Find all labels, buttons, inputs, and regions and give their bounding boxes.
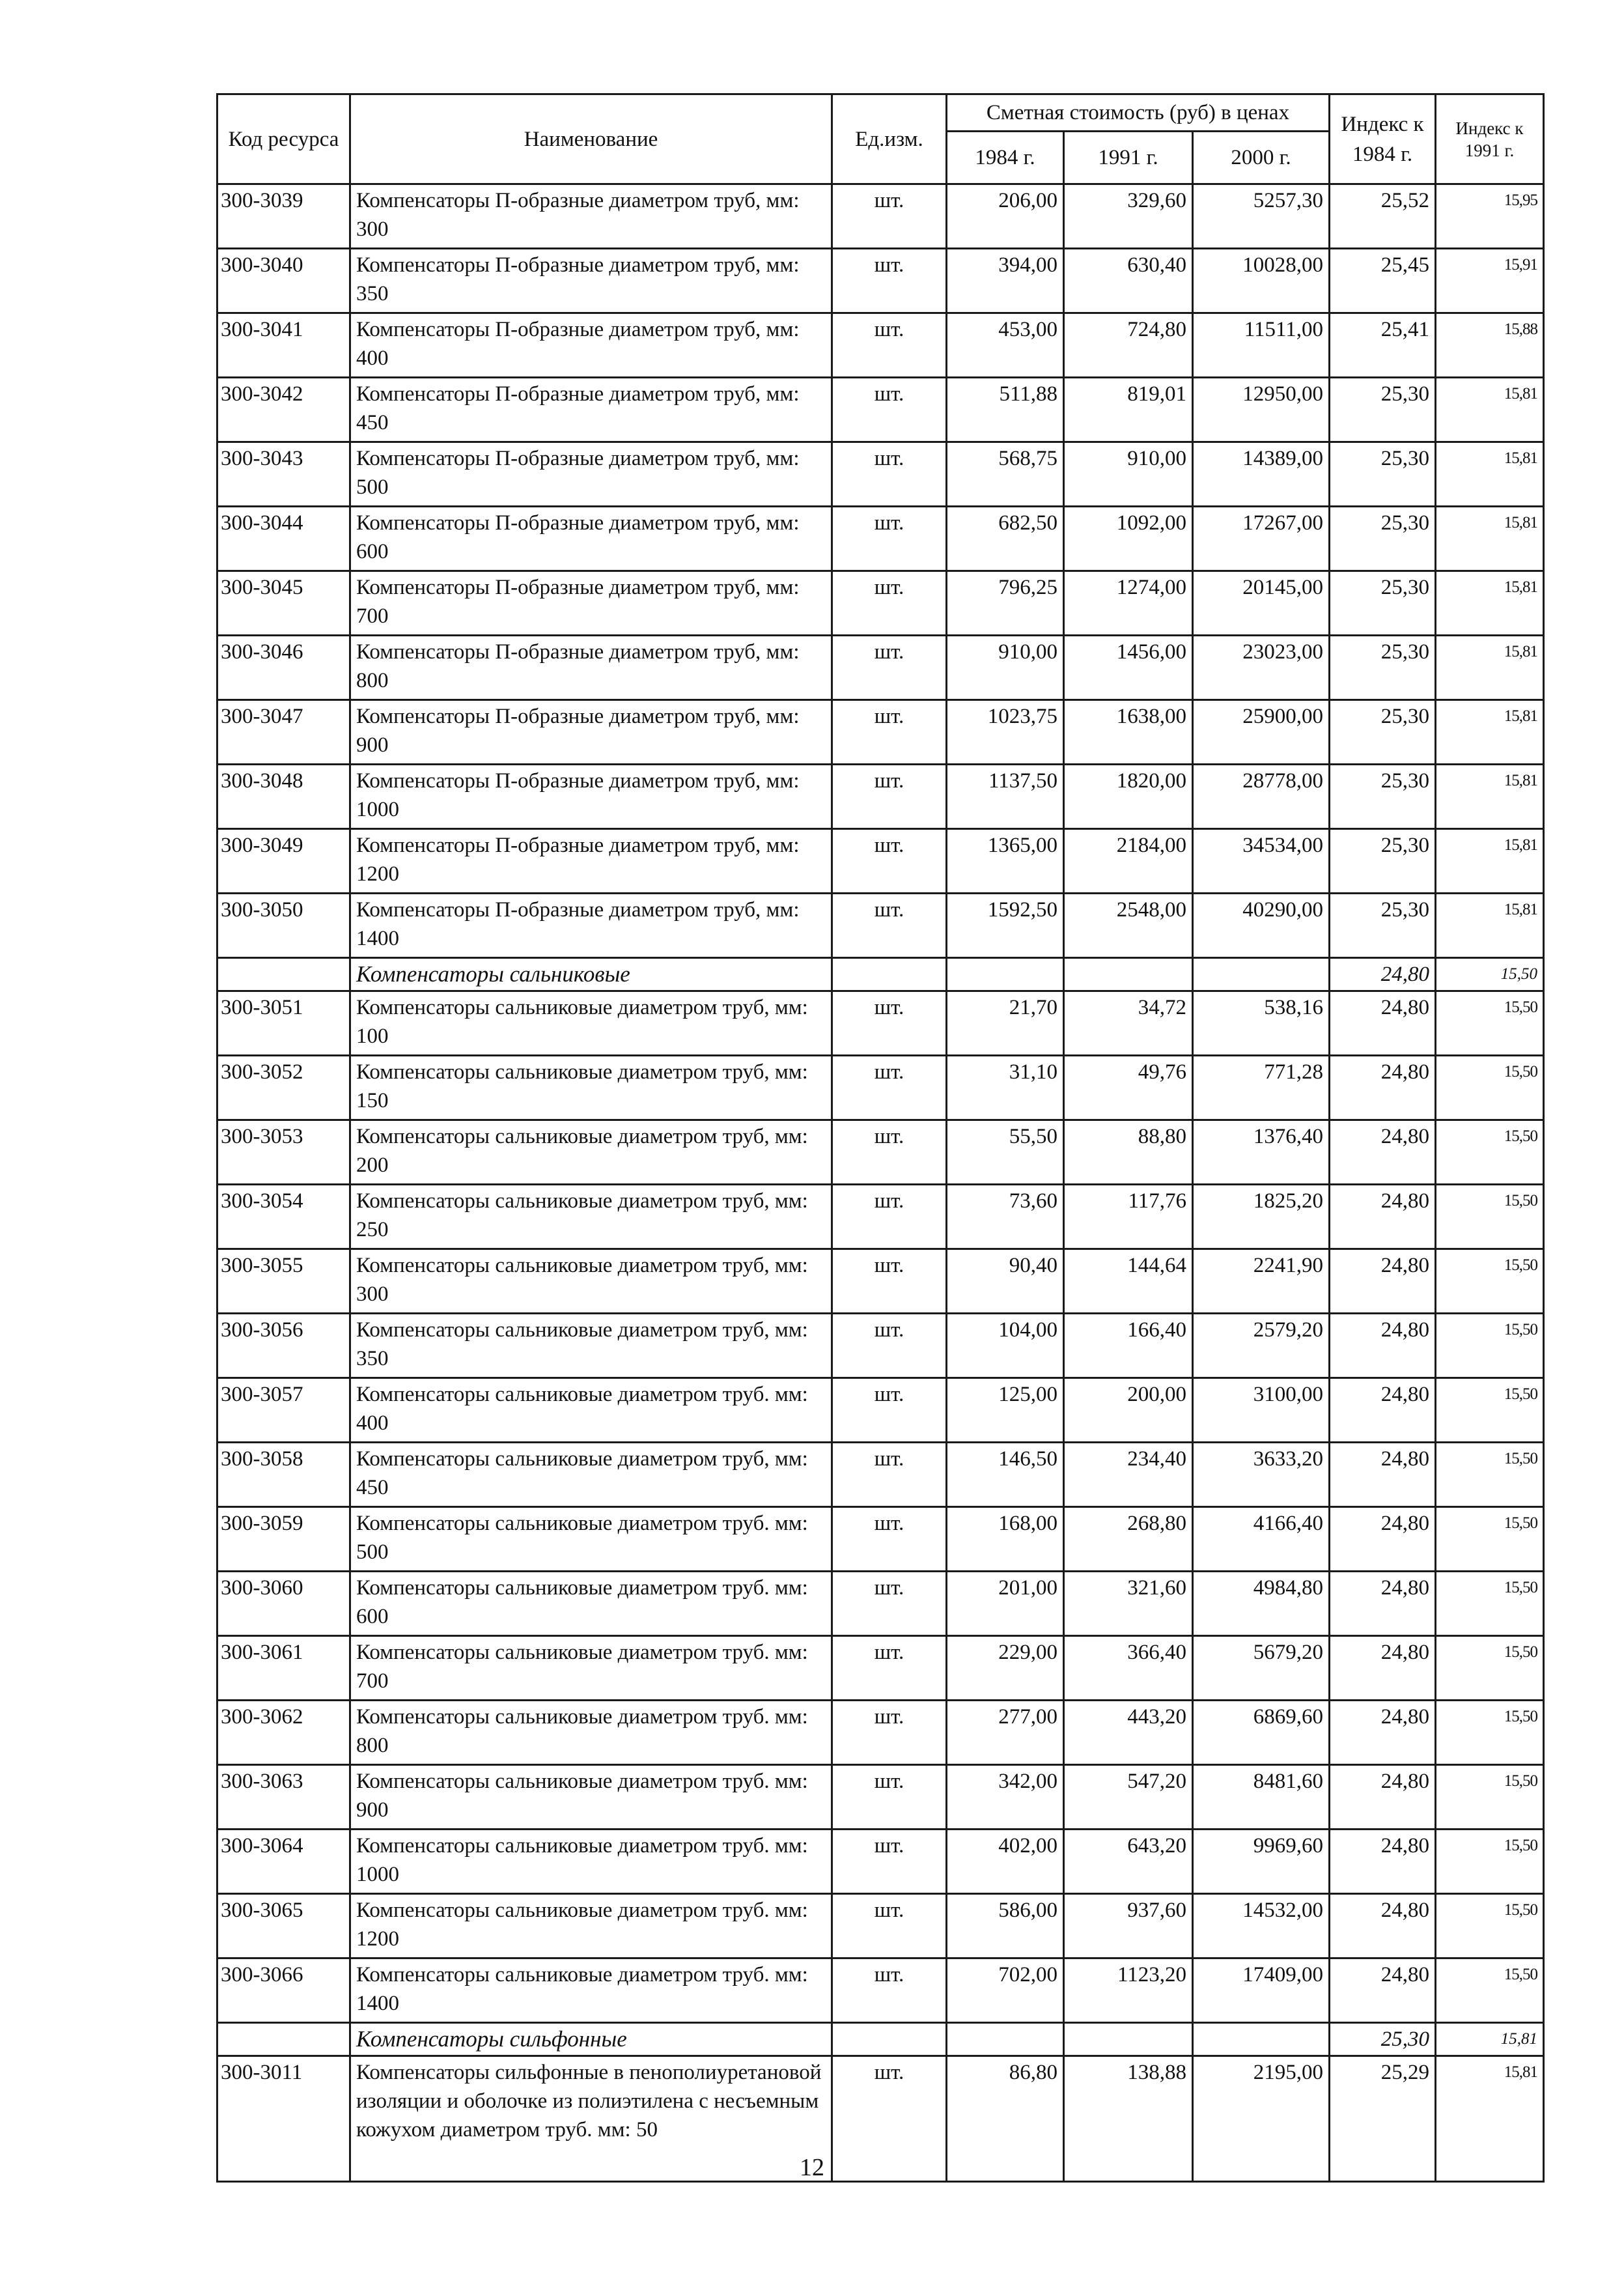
resource-code: 300-3049 bbox=[217, 829, 350, 894]
cost-1991: 1274,00 bbox=[1064, 571, 1193, 636]
cost-1984: 206,00 bbox=[947, 184, 1064, 249]
resource-unit: шт. bbox=[832, 1185, 947, 1249]
index-1984: 24,80 bbox=[1330, 1249, 1436, 1314]
cost-1984: 168,00 bbox=[947, 1507, 1064, 1572]
cost-2000: 25900,00 bbox=[1193, 700, 1330, 765]
resource-code: 300-3057 bbox=[217, 1378, 350, 1443]
index-1991: 15,81 bbox=[1436, 700, 1544, 765]
section-title: Компенсаторы сильфонные bbox=[350, 2023, 832, 2056]
cost-2000: 1825,20 bbox=[1193, 1185, 1330, 1249]
resource-unit: шт. bbox=[832, 700, 947, 765]
resource-code: 300-3064 bbox=[217, 1830, 350, 1894]
cost-1991: 166,40 bbox=[1064, 1314, 1193, 1378]
header-name: Наименование bbox=[350, 94, 832, 184]
resource-name: Компенсаторы П-образные диаметром труб, мм: 500 bbox=[350, 442, 832, 507]
index-1984: 24,80 bbox=[1330, 1056, 1436, 1120]
cost-1991: 2548,00 bbox=[1064, 894, 1193, 958]
resource-price-table bbox=[216, 93, 1545, 2183]
resource-unit: шт. bbox=[832, 442, 947, 507]
index-1984: 24,80 bbox=[1330, 1701, 1436, 1765]
index-1984: 25,30 bbox=[1330, 571, 1436, 636]
table-row bbox=[217, 765, 1544, 829]
resource-unit: шт. bbox=[832, 313, 947, 378]
table-row bbox=[217, 507, 1544, 571]
table-row bbox=[217, 1572, 1544, 1636]
resource-code: 300-3048 bbox=[217, 765, 350, 829]
resource-name: Компенсаторы П-образные диаметром труб, мм: 600 bbox=[350, 507, 832, 571]
index-1984: 25,30 bbox=[1330, 636, 1436, 700]
cost-1984: 104,00 bbox=[947, 1314, 1064, 1378]
resource-unit: шт. bbox=[832, 1572, 947, 1636]
resource-unit: шт. bbox=[832, 765, 947, 829]
cost-2000: 17409,00 bbox=[1193, 1958, 1330, 2023]
cost-1991: 321,60 bbox=[1064, 1572, 1193, 1636]
cost-1984: 1592,50 bbox=[947, 894, 1064, 958]
index-1984: 24,80 bbox=[1330, 1120, 1436, 1185]
cost-1984: 910,00 bbox=[947, 636, 1064, 700]
header-code: Код ресурса bbox=[217, 94, 350, 184]
resource-unit: шт. bbox=[832, 636, 947, 700]
index-1991: 15,81 bbox=[1436, 894, 1544, 958]
cost-2000: 5257,30 bbox=[1193, 184, 1330, 249]
cost-2000: 1376,40 bbox=[1193, 1120, 1330, 1185]
resource-unit: шт. bbox=[832, 571, 947, 636]
cost-2000: 2241,90 bbox=[1193, 1249, 1330, 1314]
index-1984: 25,29 bbox=[1330, 2056, 1436, 2182]
resource-code: 300-3062 bbox=[217, 1701, 350, 1765]
resource-code: 300-3044 bbox=[217, 507, 350, 571]
resource-unit: шт. bbox=[832, 991, 947, 1056]
cost-2000: 12950,00 bbox=[1193, 378, 1330, 442]
table-row bbox=[217, 1443, 1544, 1507]
cost-2000: 40290,00 bbox=[1193, 894, 1330, 958]
resource-unit: шт. bbox=[832, 507, 947, 571]
cost-2000: 14389,00 bbox=[1193, 442, 1330, 507]
cost-1984: 1365,00 bbox=[947, 829, 1064, 894]
resource-unit: шт. bbox=[832, 1830, 947, 1894]
cost-2000: 4166,40 bbox=[1193, 1507, 1330, 1572]
resource-name: Компенсаторы сальниковые диаметром труб. мм: 400 bbox=[350, 1378, 832, 1443]
section-cost-1984-cell bbox=[947, 958, 1064, 991]
resource-name: Компенсаторы П-образные диаметром труб, мм: 1400 bbox=[350, 894, 832, 958]
cost-1991: 1820,00 bbox=[1064, 765, 1193, 829]
cost-2000: 11511,00 bbox=[1193, 313, 1330, 378]
resource-unit: шт. bbox=[832, 2056, 947, 2182]
cost-1991: 34,72 bbox=[1064, 991, 1193, 1056]
cost-2000: 20145,00 bbox=[1193, 571, 1330, 636]
cost-2000: 771,28 bbox=[1193, 1056, 1330, 1120]
resource-unit: шт. bbox=[832, 894, 947, 958]
cost-1984: 125,00 bbox=[947, 1378, 1064, 1443]
table-row bbox=[217, 313, 1544, 378]
resource-name: Компенсаторы сальниковые диаметром труб, мм: 250 bbox=[350, 1185, 832, 1249]
cost-1991: 329,60 bbox=[1064, 184, 1193, 249]
section-cost-2000-cell bbox=[1193, 958, 1330, 991]
cost-2000: 28778,00 bbox=[1193, 765, 1330, 829]
cost-1984: 277,00 bbox=[947, 1701, 1064, 1765]
index-1991: 15,50 bbox=[1436, 1249, 1544, 1314]
cost-2000: 34534,00 bbox=[1193, 829, 1330, 894]
index-1984: 25,45 bbox=[1330, 249, 1436, 313]
table-body bbox=[217, 184, 1544, 2182]
cost-1984: 55,50 bbox=[947, 1120, 1064, 1185]
resource-name: Компенсаторы П-образные диаметром труб, мм: 700 bbox=[350, 571, 832, 636]
cost-1991: 234,40 bbox=[1064, 1443, 1193, 1507]
index-1991: 15,81 bbox=[1436, 829, 1544, 894]
index-1991: 15,50 bbox=[1436, 1056, 1544, 1120]
cost-1991: 138,88 bbox=[1064, 2056, 1193, 2182]
index-1991: 15,81 bbox=[1436, 765, 1544, 829]
header-year-1984: 1984 г. bbox=[947, 132, 1064, 184]
index-1991: 15,50 bbox=[1436, 1443, 1544, 1507]
resource-unit: шт. bbox=[832, 184, 947, 249]
resource-unit: шт. bbox=[832, 1314, 947, 1378]
resource-code: 300-3046 bbox=[217, 636, 350, 700]
cost-1991: 2184,00 bbox=[1064, 829, 1193, 894]
resource-code: 300-3058 bbox=[217, 1443, 350, 1507]
resource-unit: шт. bbox=[832, 378, 947, 442]
index-1991: 15,50 bbox=[1436, 1636, 1544, 1701]
cost-1991: 200,00 bbox=[1064, 1378, 1193, 1443]
resource-unit: шт. bbox=[832, 1636, 947, 1701]
cost-1991: 910,00 bbox=[1064, 442, 1193, 507]
index-1984: 24,80 bbox=[1330, 1572, 1436, 1636]
cost-1991: 724,80 bbox=[1064, 313, 1193, 378]
section-unit-cell bbox=[832, 958, 947, 991]
section-cost-1991-cell bbox=[1064, 2023, 1193, 2056]
index-1984: 25,52 bbox=[1330, 184, 1436, 249]
cost-1984: 31,10 bbox=[947, 1056, 1064, 1120]
cost-1984: 229,00 bbox=[947, 1636, 1064, 1701]
cost-1991: 1092,00 bbox=[1064, 507, 1193, 571]
resource-unit: шт. bbox=[832, 1120, 947, 1185]
index-1991: 15,50 bbox=[1436, 1120, 1544, 1185]
cost-1984: 586,00 bbox=[947, 1894, 1064, 1958]
section-index-1984: 25,30 bbox=[1330, 2023, 1436, 2056]
index-1991: 15,91 bbox=[1436, 249, 1544, 313]
cost-1991: 49,76 bbox=[1064, 1056, 1193, 1120]
resource-unit: шт. bbox=[832, 1894, 947, 1958]
resource-code: 300-3061 bbox=[217, 1636, 350, 1701]
table-row bbox=[217, 378, 1544, 442]
resource-code: 300-3052 bbox=[217, 1056, 350, 1120]
index-1991: 15,81 bbox=[1436, 507, 1544, 571]
index-1984: 24,80 bbox=[1330, 1636, 1436, 1701]
cost-1991: 144,64 bbox=[1064, 1249, 1193, 1314]
cost-1991: 643,20 bbox=[1064, 1830, 1193, 1894]
index-1991: 15,50 bbox=[1436, 1830, 1544, 1894]
table-row bbox=[217, 1314, 1544, 1378]
index-1984: 25,30 bbox=[1330, 894, 1436, 958]
index-1991: 15,50 bbox=[1436, 991, 1544, 1056]
section-code-cell bbox=[217, 2023, 350, 2056]
resource-name: Компенсаторы П-образные диаметром труб, мм: 1000 bbox=[350, 765, 832, 829]
resource-name: Компенсаторы П-образные диаметром труб, мм: 1200 bbox=[350, 829, 832, 894]
header-unit: Ед.изм. bbox=[832, 94, 947, 184]
index-1991: 15,50 bbox=[1436, 1701, 1544, 1765]
cost-1984: 1023,75 bbox=[947, 700, 1064, 765]
index-1991: 15,50 bbox=[1436, 1958, 1544, 2023]
cost-1991: 1638,00 bbox=[1064, 700, 1193, 765]
index-1991: 15,81 bbox=[1436, 571, 1544, 636]
table-row bbox=[217, 1185, 1544, 1249]
index-1984: 24,80 bbox=[1330, 1958, 1436, 2023]
resource-name: Компенсаторы П-образные диаметром труб, мм: 350 bbox=[350, 249, 832, 313]
resource-name: Компенсаторы сальниковые диаметром труб, мм: 150 bbox=[350, 1056, 832, 1120]
index-1991: 15,88 bbox=[1436, 313, 1544, 378]
cost-1984: 702,00 bbox=[947, 1958, 1064, 2023]
cost-1984: 201,00 bbox=[947, 1572, 1064, 1636]
cost-1991: 443,20 bbox=[1064, 1701, 1193, 1765]
index-1984: 24,80 bbox=[1330, 991, 1436, 1056]
header-year-2000: 2000 г. bbox=[1193, 132, 1330, 184]
cost-1991: 366,40 bbox=[1064, 1636, 1193, 1701]
index-1984: 24,80 bbox=[1330, 1894, 1436, 1958]
table-row bbox=[217, 1120, 1544, 1185]
resource-code: 300-3045 bbox=[217, 571, 350, 636]
cost-2000: 6869,60 bbox=[1193, 1701, 1330, 1765]
cost-2000: 538,16 bbox=[1193, 991, 1330, 1056]
resource-code: 300-3053 bbox=[217, 1120, 350, 1185]
cost-1984: 90,40 bbox=[947, 1249, 1064, 1314]
cost-1991: 819,01 bbox=[1064, 378, 1193, 442]
cost-2000: 17267,00 bbox=[1193, 507, 1330, 571]
cost-2000: 14532,00 bbox=[1193, 1894, 1330, 1958]
resource-name: Компенсаторы сильфонные в пенополиуретановой изоляции и оболочке из полиэтилена с несъемным кожухом диаметром труб. мм: 50 bbox=[350, 2056, 832, 2182]
cost-1991: 1456,00 bbox=[1064, 636, 1193, 700]
table-row bbox=[217, 1636, 1544, 1701]
resource-name: Компенсаторы сальниковые диаметром труб. мм: 700 bbox=[350, 1636, 832, 1701]
resource-code: 300-3040 bbox=[217, 249, 350, 313]
cost-1991: 1123,20 bbox=[1064, 1958, 1193, 2023]
index-1984: 24,80 bbox=[1330, 1314, 1436, 1378]
table-row bbox=[217, 894, 1544, 958]
index-1984: 25,30 bbox=[1330, 378, 1436, 442]
resource-name: Компенсаторы П-образные диаметром труб, мм: 300 bbox=[350, 184, 832, 249]
resource-code: 300-3041 bbox=[217, 313, 350, 378]
cost-2000: 4984,80 bbox=[1193, 1572, 1330, 1636]
cost-1991: 547,20 bbox=[1064, 1765, 1193, 1830]
table-row bbox=[217, 700, 1544, 765]
table-row bbox=[217, 829, 1544, 894]
header-year-1991: 1991 г. bbox=[1064, 132, 1193, 184]
resource-unit: шт. bbox=[832, 1249, 947, 1314]
cost-2000: 2195,00 bbox=[1193, 2056, 1330, 2182]
cost-1991: 937,60 bbox=[1064, 1894, 1193, 1958]
resource-code: 300-3063 bbox=[217, 1765, 350, 1830]
resource-name: Компенсаторы сальниковые диаметром труб. мм: 1400 bbox=[350, 1958, 832, 2023]
cost-1984: 146,50 bbox=[947, 1443, 1064, 1507]
resource-name: Компенсаторы П-образные диаметром труб, мм: 400 bbox=[350, 313, 832, 378]
index-1984: 25,30 bbox=[1330, 507, 1436, 571]
resource-name: Компенсаторы сальниковые диаметром труб, мм: 450 bbox=[350, 1443, 832, 1507]
cost-1984: 511,88 bbox=[947, 378, 1064, 442]
resource-name: Компенсаторы сальниковые диаметром труб, мм: 200 bbox=[350, 1120, 832, 1185]
resource-unit: шт. bbox=[832, 249, 947, 313]
index-1991: 15,50 bbox=[1436, 1765, 1544, 1830]
resource-unit: шт. bbox=[832, 1507, 947, 1572]
cost-1984: 402,00 bbox=[947, 1830, 1064, 1894]
cost-2000: 3633,20 bbox=[1193, 1443, 1330, 1507]
section-row bbox=[217, 958, 1544, 991]
cost-1991: 268,80 bbox=[1064, 1507, 1193, 1572]
index-1991: 15,50 bbox=[1436, 1507, 1544, 1572]
cost-2000: 9969,60 bbox=[1193, 1830, 1330, 1894]
resource-name: Компенсаторы сальниковые диаметром труб, мм: 100 bbox=[350, 991, 832, 1056]
resource-name: Компенсаторы сальниковые диаметром труб. мм: 1200 bbox=[350, 1894, 832, 1958]
resource-name: Компенсаторы сальниковые диаметром труб, мм: 350 bbox=[350, 1314, 832, 1378]
resource-name: Компенсаторы сальниковые диаметром труб. мм: 800 bbox=[350, 1701, 832, 1765]
index-1984: 25,30 bbox=[1330, 765, 1436, 829]
index-1991: 15,95 bbox=[1436, 184, 1544, 249]
index-1991: 15,50 bbox=[1436, 1894, 1544, 1958]
cost-1984: 568,75 bbox=[947, 442, 1064, 507]
resource-code: 300-3050 bbox=[217, 894, 350, 958]
header-index-1984: Индекс к 1984 г. bbox=[1330, 94, 1436, 184]
cost-2000: 3100,00 bbox=[1193, 1378, 1330, 1443]
cost-1984: 86,80 bbox=[947, 2056, 1064, 2182]
section-index-1984: 24,80 bbox=[1330, 958, 1436, 991]
resource-name: Компенсаторы П-образные диаметром труб, мм: 800 bbox=[350, 636, 832, 700]
table-row bbox=[217, 1249, 1544, 1314]
cost-1984: 342,00 bbox=[947, 1765, 1064, 1830]
cost-1984: 394,00 bbox=[947, 249, 1064, 313]
cost-1991: 88,80 bbox=[1064, 1120, 1193, 1185]
resource-code: 300-3056 bbox=[217, 1314, 350, 1378]
table-row bbox=[217, 1701, 1544, 1765]
resource-name: Компенсаторы сальниковые диаметром труб. мм: 1000 bbox=[350, 1830, 832, 1894]
resource-unit: шт. bbox=[832, 1958, 947, 2023]
table-row bbox=[217, 249, 1544, 313]
cost-1991: 117,76 bbox=[1064, 1185, 1193, 1249]
resource-name: Компенсаторы сальниковые диаметром труб, мм: 300 bbox=[350, 1249, 832, 1314]
table-row bbox=[217, 1056, 1544, 1120]
section-cost-1991-cell bbox=[1064, 958, 1193, 991]
index-1984: 24,80 bbox=[1330, 1507, 1436, 1572]
resource-code: 300-3047 bbox=[217, 700, 350, 765]
index-1991: 15,81 bbox=[1436, 442, 1544, 507]
resource-code: 300-3060 bbox=[217, 1572, 350, 1636]
resource-code: 300-3042 bbox=[217, 378, 350, 442]
index-1991: 15,81 bbox=[1436, 378, 1544, 442]
resource-code: 300-3059 bbox=[217, 1507, 350, 1572]
section-cost-2000-cell bbox=[1193, 2023, 1330, 2056]
cost-2000: 5679,20 bbox=[1193, 1636, 1330, 1701]
resource-code: 300-3055 bbox=[217, 1249, 350, 1314]
table-row bbox=[217, 1958, 1544, 2023]
index-1984: 25,30 bbox=[1330, 829, 1436, 894]
index-1984: 25,30 bbox=[1330, 442, 1436, 507]
cost-1984: 682,50 bbox=[947, 507, 1064, 571]
cost-2000: 8481,60 bbox=[1193, 1765, 1330, 1830]
index-1984: 25,30 bbox=[1330, 700, 1436, 765]
cost-1984: 796,25 bbox=[947, 571, 1064, 636]
index-1991: 15,50 bbox=[1436, 1378, 1544, 1443]
resource-code: 300-3051 bbox=[217, 991, 350, 1056]
table-row bbox=[217, 1894, 1544, 1958]
table-row bbox=[217, 442, 1544, 507]
section-code-cell bbox=[217, 958, 350, 991]
resource-name: Компенсаторы сальниковые диаметром труб. мм: 500 bbox=[350, 1507, 832, 1572]
index-1991: 15,50 bbox=[1436, 1572, 1544, 1636]
resource-code: 300-3066 bbox=[217, 1958, 350, 2023]
index-1984: 24,80 bbox=[1330, 1185, 1436, 1249]
cost-1984: 21,70 bbox=[947, 991, 1064, 1056]
cost-2000: 23023,00 bbox=[1193, 636, 1330, 700]
table-row bbox=[217, 1830, 1544, 1894]
section-title: Компенсаторы сальниковые bbox=[350, 958, 832, 991]
page-number: 12 bbox=[800, 2154, 824, 2181]
resource-code: 300-3065 bbox=[217, 1894, 350, 1958]
resource-unit: шт. bbox=[832, 1378, 947, 1443]
resource-name: Компенсаторы П-образные диаметром труб, мм: 450 bbox=[350, 378, 832, 442]
header-index-1991: Индекс к 1991 г. bbox=[1436, 94, 1544, 184]
section-cost-1984-cell bbox=[947, 2023, 1064, 2056]
cost-1984: 1137,50 bbox=[947, 765, 1064, 829]
table-row bbox=[217, 1507, 1544, 1572]
index-1984: 25,41 bbox=[1330, 313, 1436, 378]
cost-2000: 2579,20 bbox=[1193, 1314, 1330, 1378]
section-unit-cell bbox=[832, 2023, 947, 2056]
resource-unit: шт. bbox=[832, 1443, 947, 1507]
index-1991: 15,81 bbox=[1436, 636, 1544, 700]
cost-1991: 630,40 bbox=[1064, 249, 1193, 313]
header-cost-group: Сметная стоимость (руб) в ценах bbox=[947, 94, 1330, 132]
index-1984: 24,80 bbox=[1330, 1830, 1436, 1894]
resource-unit: шт. bbox=[832, 1701, 947, 1765]
resource-name: Компенсаторы П-образные диаметром труб, мм: 900 bbox=[350, 700, 832, 765]
resource-unit: шт. bbox=[832, 1765, 947, 1830]
table-row bbox=[217, 1765, 1544, 1830]
table-row bbox=[217, 1378, 1544, 1443]
index-1991: 15,81 bbox=[1436, 2056, 1544, 2182]
resource-code: 300-3043 bbox=[217, 442, 350, 507]
section-index-1991: 15,50 bbox=[1436, 958, 1544, 991]
resource-name: Компенсаторы сальниковые диаметром труб. мм: 900 bbox=[350, 1765, 832, 1830]
resource-unit: шт. bbox=[832, 829, 947, 894]
resource-code: 300-3011 bbox=[217, 2056, 350, 2182]
resource-unit: шт. bbox=[832, 1056, 947, 1120]
resource-code: 300-3039 bbox=[217, 184, 350, 249]
cost-2000: 10028,00 bbox=[1193, 249, 1330, 313]
index-1991: 15,50 bbox=[1436, 1185, 1544, 1249]
table-row bbox=[217, 571, 1544, 636]
resource-code: 300-3054 bbox=[217, 1185, 350, 1249]
index-1984: 24,80 bbox=[1330, 1443, 1436, 1507]
table-row bbox=[217, 991, 1544, 1056]
index-1991: 15,50 bbox=[1436, 1314, 1544, 1378]
cost-1984: 453,00 bbox=[947, 313, 1064, 378]
table-row bbox=[217, 636, 1544, 700]
table-row bbox=[217, 184, 1544, 249]
section-row bbox=[217, 2023, 1544, 2056]
cost-1984: 73,60 bbox=[947, 1185, 1064, 1249]
resource-name: Компенсаторы сальниковые диаметром труб. мм: 600 bbox=[350, 1572, 832, 1636]
section-index-1991: 15,81 bbox=[1436, 2023, 1544, 2056]
index-1984: 24,80 bbox=[1330, 1765, 1436, 1830]
index-1984: 24,80 bbox=[1330, 1378, 1436, 1443]
